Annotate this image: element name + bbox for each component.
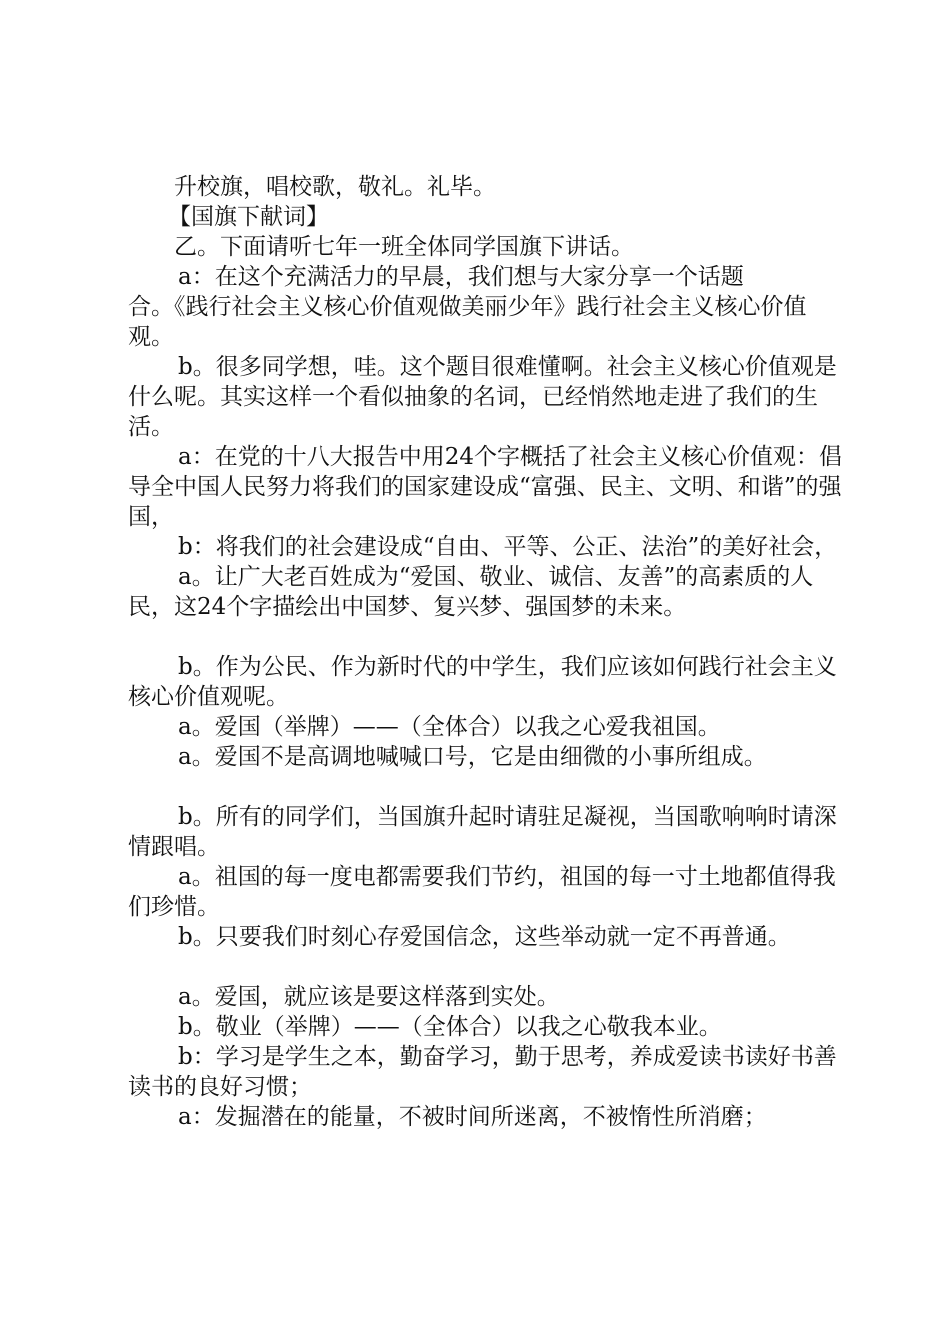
paragraph-b-4: b。所有的同学们，当国旗升起时请驻足凝视，当国歌响响时请深情跟唱。 (128, 804, 837, 860)
paragraph-b-1: b。很多同学想，哇。这个题目很难懂啊。社会主义核心价值观是什么呢。其实这样一个看似抽象的名词，已经悄然地走进了我们的生活。 (128, 354, 837, 440)
paragraph-b-6: b：学习是学生之本，勤奋学习，勤于思考，养成爱读书读好书善读书的良好习惯； (128, 1044, 837, 1100)
paragraph-section-heading: 【国旗下献词】 (168, 204, 329, 230)
paragraph-b-3: b。作为公民、作为新时代的中学生，我们应该如何践行社会主义核心价值观呢。 (128, 654, 837, 710)
paragraph-b-2: b：将我们的社会建设成“自由、平等、公正、法治”的美好社会， (178, 534, 838, 560)
blank-line (128, 772, 850, 802)
paragraph-intro: 乙。下面请听七年一班全体同学国旗下讲话。 (174, 234, 634, 260)
paragraph-a-7: a：发掘潜在的能量，不被时间所迷离，不被惰性所消磨； (178, 1104, 767, 1130)
paragraph-a-4: a。爱国不是高调地喊喊口号，它是由细微的小事所组成。 (178, 744, 767, 770)
paragraph-a-3: a。让广大老百姓成为“爱国、敬业、诚信、友善”的高素质的人民，这24个字描绘出中国梦、复兴梦、强国梦的未来。 (128, 564, 814, 620)
paragraph-a-6: a。爱国，就应该是要这样落到实处。 (178, 984, 560, 1010)
paragraph-a-patriotism: a。爱国（举牌）——（全体合）以我之心爱我祖国。 (178, 714, 721, 740)
blank-line (128, 622, 850, 652)
document-body (128, 172, 850, 1132)
paragraph-b-5: b。只要我们时刻心存爱国信念，这些举动就一定不再普通。 (178, 924, 791, 950)
paragraph-a-5: a。祖国的每一度电都需要我们节约，祖国的每一寸土地都值得我们珍惜。 (128, 864, 836, 920)
blank-line (128, 952, 850, 982)
paragraph-a-1: a：在这个充满活力的早晨，我们想与大家分享一个话题 (178, 264, 744, 290)
paragraph-b-dedication: b。敬业（举牌）——（全体合）以我之心敬我本业。 (178, 1014, 722, 1040)
paragraph-a-2: a：在党的十八大报告中用24个字概括了社会主义核心价值观：倡导全中国人民努力将我们的国家建设成“富强、民主、文明、和谐”的强国， (128, 444, 842, 530)
paragraph-together-1: 合。《践行社会主义核心价值观做美丽少年》践行社会主义核心价值观。 (128, 294, 807, 350)
paragraph-raise-flag: 升校旗，唱校歌，敬礼。礼毕。 (174, 174, 496, 200)
